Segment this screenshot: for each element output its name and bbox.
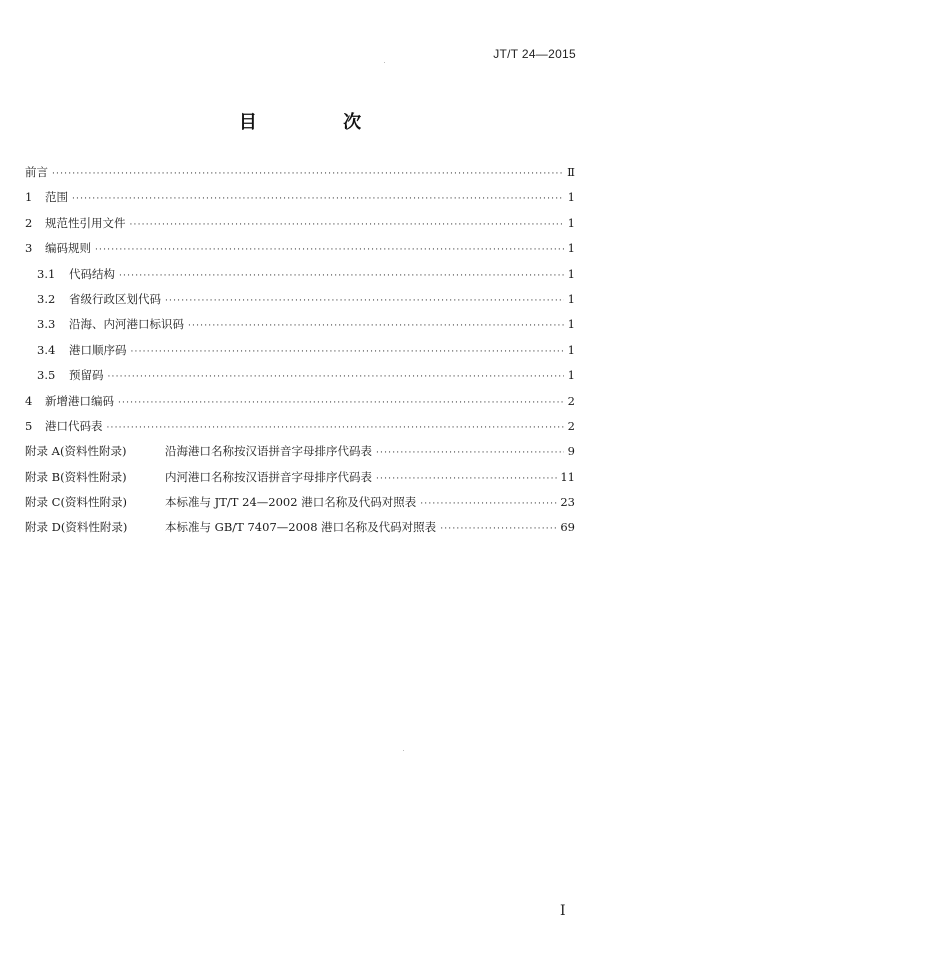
toc-entry-page: 1: [567, 317, 575, 332]
toc-entry-number: 5: [25, 418, 33, 433]
toc-title: 目 次: [238, 112, 402, 133]
toc-dot-leader: [420, 499, 557, 509]
toc-entry[interactable]: [25, 393, 575, 418]
toc-entry-number: 附录 A(资料性附录): [25, 444, 127, 459]
toc-entry-page: 1: [567, 368, 575, 383]
toc-dot-leader: [72, 194, 564, 204]
toc-entry-title: 前言: [25, 165, 48, 179]
toc-entry-number: 3.3: [37, 317, 56, 332]
document-code: JT/T 24—2015: [493, 47, 576, 61]
toc-dot-leader: [52, 169, 564, 179]
toc-entry-title: 代码结构: [69, 266, 115, 281]
toc-dot-leader: [95, 245, 564, 255]
toc-entry[interactable]: [25, 418, 575, 443]
toc-entry-page: 1: [567, 190, 575, 205]
toc-entry-page: 23: [560, 495, 575, 510]
toc-entry-page: Ⅱ: [567, 165, 575, 179]
toc-entry-number: 1: [25, 190, 33, 205]
toc-dot-leader: [165, 296, 564, 306]
toc-entry-number: 3.4: [37, 342, 56, 357]
toc-entry-number: 3.5: [37, 368, 56, 383]
toc-entry-title: 内河港口名称按汉语拼音字母排序代码表: [165, 469, 372, 484]
toc-entry-number: 3.1: [37, 266, 56, 281]
toc-entry-number: 4: [25, 393, 33, 408]
toc-entry-title: 预留码: [69, 368, 104, 383]
toc-entry[interactable]: [25, 469, 575, 494]
scan-speck: [403, 750, 404, 751]
toc-entry-number: 2: [25, 215, 33, 230]
toc-entry[interactable]: [25, 291, 575, 316]
toc-entry-page: 1: [567, 342, 575, 357]
toc-entry-title: 范围: [45, 190, 68, 205]
toc-dot-leader: [440, 524, 557, 534]
toc-entry-number: 3.2: [37, 291, 56, 306]
toc-entry[interactable]: [25, 240, 575, 265]
toc-entry-page: 1: [567, 291, 575, 306]
toc-dot-leader: [130, 220, 565, 230]
page-number: I: [560, 903, 566, 919]
toc-dot-leader: [119, 271, 564, 281]
toc-entry-title: 本标准与 JT/T 24—2002 港口名称及代码对照表: [165, 495, 417, 510]
toc-dot-leader: [376, 448, 564, 458]
toc-entry-title: 编码规则: [45, 241, 91, 256]
toc-entry-number: 附录 D(资料性附录): [25, 520, 128, 535]
toc-entry-number: 3: [25, 241, 33, 256]
toc-entry-title: 沿海、内河港口标识码: [69, 317, 184, 332]
toc-entry[interactable]: [25, 342, 575, 367]
toc-entry[interactable]: [25, 367, 575, 392]
toc-entry[interactable]: [25, 316, 575, 341]
toc-entry[interactable]: [25, 443, 575, 468]
toc-entry-page: 1: [567, 241, 575, 256]
toc-entry-title: 省级行政区划代码: [69, 291, 161, 306]
toc-entry[interactable]: [25, 215, 575, 240]
toc-dot-leader: [188, 321, 564, 331]
toc-entry-page: 1: [567, 215, 575, 230]
toc-entry-page: 11: [560, 469, 575, 484]
toc-entry-title: 本标准与 GB/T 7407—2008 港口名称及代码对照表: [165, 520, 437, 535]
toc-entry[interactable]: [25, 519, 575, 544]
toc-entry-number: 附录 B(资料性附录): [25, 469, 127, 484]
toc-entry-page: 2: [567, 418, 575, 433]
toc-entry-page: 9: [567, 444, 575, 459]
toc-entry-page: 1: [567, 266, 575, 281]
table-of-contents: [25, 164, 575, 545]
toc-dot-leader: [108, 372, 565, 382]
toc-entry[interactable]: [25, 164, 575, 189]
toc-entry-title: 港口代码表: [45, 418, 103, 433]
toc-dot-leader: [118, 398, 564, 408]
toc-entry[interactable]: [25, 266, 575, 291]
toc-entry-title: 新增港口编码: [45, 393, 114, 408]
scan-speck: [384, 62, 385, 63]
toc-dot-leader: [376, 474, 557, 484]
toc-entry-title: 沿海港口名称按汉语拼音字母排序代码表: [165, 444, 372, 459]
toc-entry-title: 规范性引用文件: [45, 215, 126, 230]
toc-entry[interactable]: [25, 494, 575, 519]
toc-dot-leader: [131, 347, 565, 357]
toc-entry[interactable]: [25, 189, 575, 214]
toc-entry-page: 69: [560, 520, 575, 535]
toc-dot-leader: [107, 423, 565, 433]
toc-entry-page: 2: [567, 393, 575, 408]
toc-entry-title: 港口顺序码: [69, 342, 127, 357]
toc-entry-number: 附录 C(资料性附录): [25, 495, 127, 510]
